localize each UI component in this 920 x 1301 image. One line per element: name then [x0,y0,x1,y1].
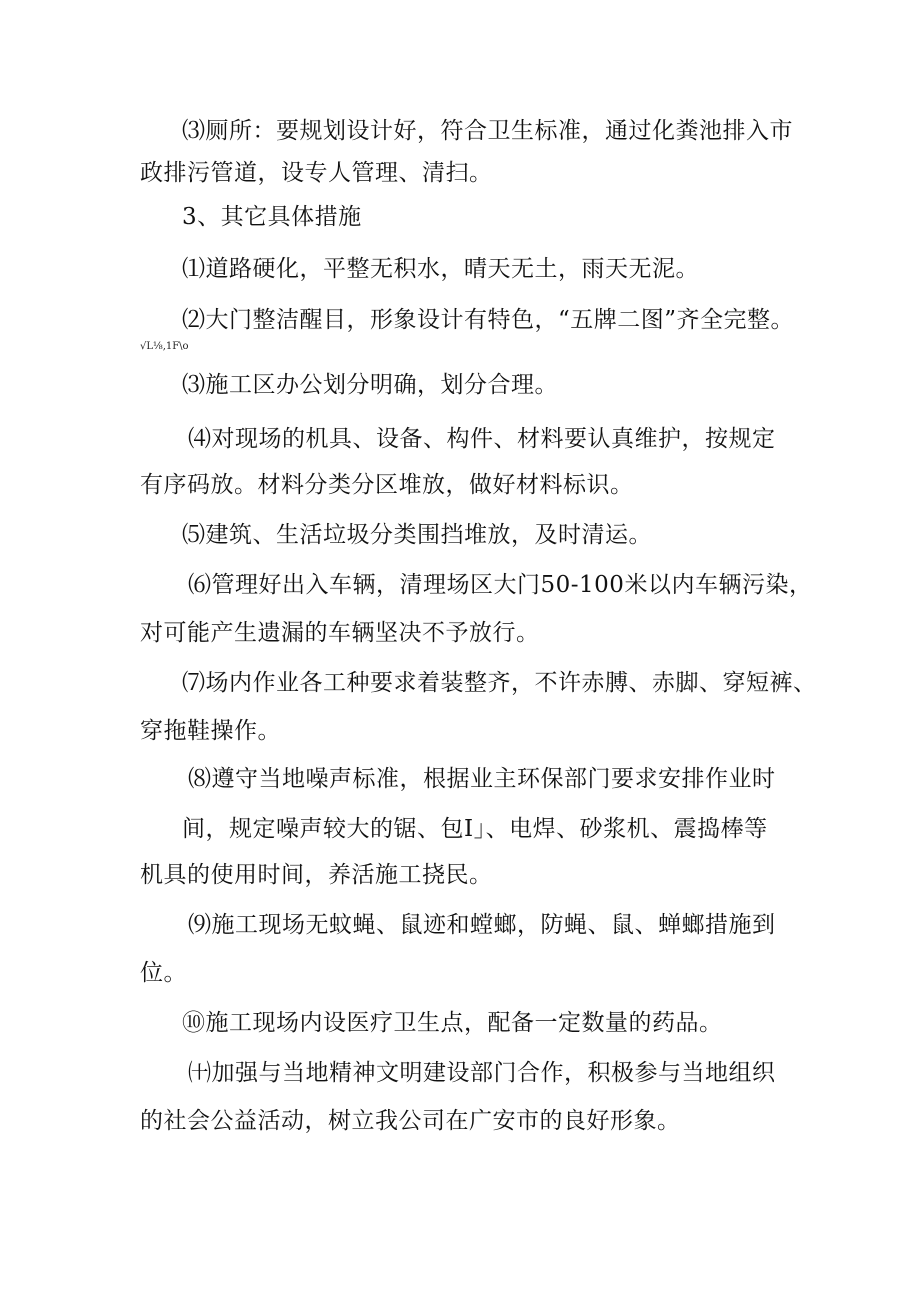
paragraph-community-line-1: ㈩加强与当地精神文明建设部门合作，积极参与当地组织 [188,1060,776,1086]
paragraph-office-line: ⑶施工区办公划分明确，划分合理。 [182,372,558,398]
paragraph-dress-line-1: ⑺场内作业各工种要求着装整齐，不许赤膊、赤脚、穿短裤、 [182,670,817,696]
paragraph-road-line: ⑴道路硬化，平整无积水，晴天无土，雨天无泥。 [182,256,699,282]
paragraph-vehicle-line-2: 对可能产生遗漏的车辆坚决不予放行。 [140,620,540,646]
paragraph-garbage-line: ⑸建筑、生活垃圾分类围挡堆放，及时清运。 [182,522,652,548]
paragraph-dress-line-2: 穿拖鞋操作。 [140,718,281,744]
paragraph-vehicle-line-1: ⑹管理好出入车辆，清理场区大门50-100米以内车辆污染， [188,572,813,598]
paragraph-equipment-line-2: 有序码放。材料分类分区堆放，做好材料标识。 [140,472,634,498]
paragraph-community-line-2: 的社会公益活动，树立我公司在广安市的良好形象。 [140,1108,681,1134]
paragraph-gate-line: ⑵大门整洁醒目，形象设计有特色，“五牌二图”齐全完整。 [182,307,795,333]
paragraph-equipment-line-1: ⑷对现场的机具、设备、构件、材料要认真维护，按规定 [188,426,776,452]
paragraph-noise-line-2: 间，规定噪声较大的锯、包I」、电焊、砂浆机、震捣棒等 [182,816,768,842]
section-heading: 3、其它具体措施 [182,204,362,230]
paragraph-toilet-line-1: ⑶厕所：要规划设计好，符合卫生标准，通过化粪池排入市 [182,118,793,144]
paragraph-pests-line-1: ⑼施工现场无蚊蝇、鼠迹和螳螂，防蝇、鼠、蝉螂措施到 [188,912,776,938]
scan-artifact-text: √L⅛,1F\o [140,341,189,352]
paragraph-noise-line-1: ⑻遵守当地噪声标准，根据业主环保部门要求安排作业时 [188,766,776,792]
paragraph-toilet-line-2: 政排污管道，设专人管理、清扫。 [140,160,493,186]
paragraph-pests-line-2: 位。 [140,960,187,986]
paragraph-noise-line-3: 机具的使用时间，养活施工挠民。 [140,862,493,888]
paragraph-medical-line: ⑩施工现场内设医疗卫生点，配备一定数量的药品。 [182,1010,723,1036]
